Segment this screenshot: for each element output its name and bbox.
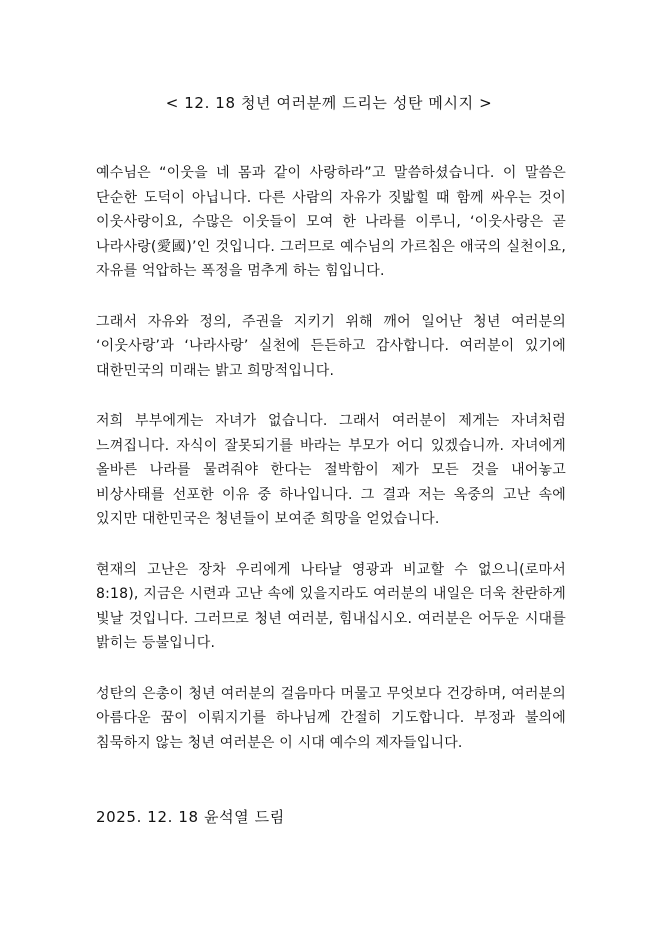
paragraph-5: 성탄의 은총이 청년 여러분의 걸음마다 머물고 무엇보다 건강하며, 여러분의 아름다운 꿈이 이뤄지기를 하나님께 간절히 기도합니다. 부정과 불의에 침묵하지 않는 청년 여러분은 이 시대 예수의 제자들입니다. (96, 685, 566, 751)
paragraph-2: 그래서 자유와 정의, 주권을 지키기 위해 깨어 일어난 청년 여러분의 ‘이웃사랑’과 ‘나라사랑’ 실천에 든든하고 감사합니다. 여러분이 있기에 대한민국의 미래는 밝고 희망적입니다. (96, 313, 566, 379)
paragraph-3: 저희 부부에게는 자녀가 없습니다. 그래서 여러분이 제게는 자녀처럼 느껴집니다. 자식이 잘못되기를 바라는 부모가 어디 있겠습니까. 자녀에게 올바른 나라를 물려줘야 한다는 절박함이 제가 모든 것을 내어놓고 비상사태를 선포한 이유 중 하나입니다. 그 결과 저는 옥중의 고난 속에 있지만 대한민국은 청년들이 보여준 희망을 얻었습니다. (96, 413, 566, 527)
paragraph-1: 예수님은 “이웃을 네 몸과 같이 사랑하라”고 말씀하셨습니다. 이 말씀은 단순한 도덕이 아닙니다. 다른 사람의 자유가 짓밟힐 때 함께 싸우는 것이 이웃사랑이요, 수많은 이웃들이 모여 한 나라를 이루니, ‘이웃사랑은 곧 나라사랑(愛國)’인 것입니다. 그러므로 예수님의 가르침은 애국의 실천이요, 자유를 억압하는 폭정을 멈추게 하는 힘입니다. (96, 165, 566, 279)
letter-body (96, 161, 566, 781)
letter-title: < 12. 18 청년 여러분께 드리는 성탄 메시지 > (165, 94, 493, 112)
paragraph-4: 현재의 고난은 장차 우리에게 나타날 영광과 비교할 수 없으니(로마서 8:18), 지금은 시련과 고난 속에 있을지라도 여러분의 내일은 더욱 찬란하게 빛날 것입니다. 그러므로 청년 여러분, 힘내십시오. 여러분은 어두운 시대를 밝히는 등불입니다. (96, 561, 566, 651)
signature-line: 2025. 12. 18 윤석열 드림 (96, 808, 285, 826)
